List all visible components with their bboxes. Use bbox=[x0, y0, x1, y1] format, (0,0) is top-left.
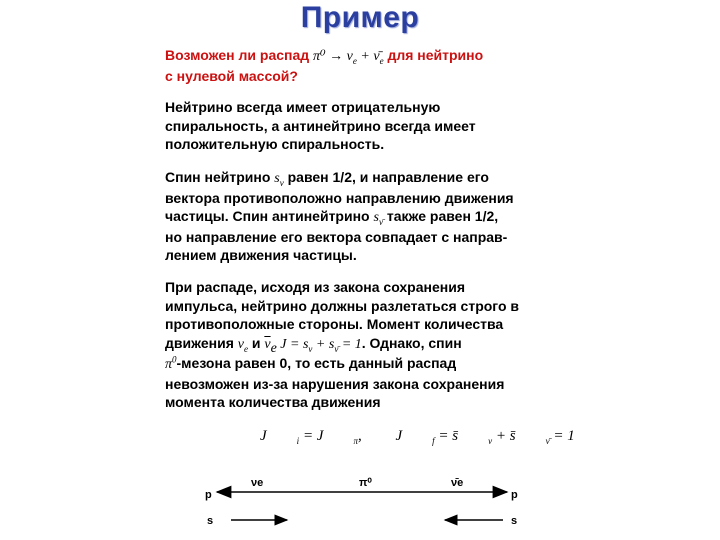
p3-line4b: . Однако, спин bbox=[361, 334, 462, 351]
formula-1-a: J bbox=[260, 428, 267, 444]
label-s-left: s bbox=[207, 515, 214, 527]
formula-1: J $_i$ = J $_\pi$, bbox=[260, 428, 362, 446]
p3-line6: невозможен из-за нарушения закона сохранения bbox=[165, 375, 505, 392]
question-block bbox=[165, 46, 565, 85]
total-j-eq-1: J = s bbox=[276, 336, 309, 352]
decay-formula: $\pi^0 \to \nu_e$ + $\nū_e$ bbox=[313, 49, 384, 66]
total-j-eq: $J = s_\nu + s_{\nū} = 1$ bbox=[276, 336, 362, 354]
question-part2: для нейтрино bbox=[383, 47, 484, 63]
spin-symbol-anti: $s_{\nū}$ bbox=[373, 210, 383, 227]
nu-e-text: ν bbox=[237, 336, 244, 352]
p3-line1: При распаде, исходя из закона сохранения bbox=[165, 279, 465, 295]
label-p-right: p bbox=[511, 489, 518, 501]
p1-line1: Нейтрино всегда имеет отрицательную bbox=[165, 99, 441, 115]
p2-line5: лением движения частицы. bbox=[165, 247, 357, 263]
p2-line1a: Спин нейтрино bbox=[165, 169, 275, 185]
spin-symbol-text: s bbox=[274, 171, 280, 186]
formula-2-a: J bbox=[395, 428, 403, 444]
paragraph-spin bbox=[165, 168, 565, 265]
label-nu-e: νe bbox=[251, 477, 264, 489]
paragraph-decay: При распаде, исходя из закона сохранения импульса, нейтрино должны разлетаться строго в противоположные стороны. Момент количества движения $\nu_e$ и $\overline{\nu}_e$ $J = s_\nu + s_{\nū} = 1$. Однако, спин $\pi^0$-мезона равен 0, то есть данный распад невозможен из-за нарушения закона сохранения момента количества движения bbox=[165, 279, 519, 410]
decay-diagram bbox=[195, 470, 525, 532]
spin-symbol: $s_\nu$ bbox=[274, 171, 284, 188]
label-pi0: π⁰ bbox=[359, 477, 372, 489]
decay-plus: + ν̄ bbox=[356, 49, 380, 64]
slide-title: Пример bbox=[300, 1, 420, 34]
formula-1-b: = J bbox=[299, 428, 324, 444]
formula-2-b: = s̄ bbox=[434, 428, 459, 444]
paragraph-helicity bbox=[165, 98, 565, 154]
label-nu-e-bar: ν̄e bbox=[451, 477, 464, 489]
label-p-left: p bbox=[205, 489, 212, 501]
p3-line3: противоположные стороны. Момент количества bbox=[165, 316, 504, 332]
p2-line1b: равен 1/2, и направление его bbox=[283, 169, 489, 185]
label-s-right: s bbox=[511, 515, 518, 527]
p2-line3a: частицы. Спин антинейтрино bbox=[165, 208, 374, 224]
question-part3: с нулевой массой? bbox=[165, 67, 298, 84]
pi-symbol-text: π bbox=[165, 357, 173, 372]
p3-and: и bbox=[247, 334, 265, 351]
p3-line7: момента количества движения bbox=[165, 394, 381, 410]
conservation-formulas bbox=[260, 428, 635, 445]
pi-symbol: $\pi^0$ bbox=[165, 354, 177, 372]
p1-line3: положительную спиральность. bbox=[165, 136, 385, 152]
p3-line2: импульса, нейтрино должны разлетаться строго в bbox=[165, 297, 519, 314]
p2-line2: вектора противоположно направлению движения bbox=[165, 189, 514, 206]
p2-line4: но направление его вектора совпадает с направ- bbox=[165, 228, 508, 245]
formula-2: J $_f$ = s̄ $_\nu$ + s̄ $_{\nū}$ = 1 bbox=[395, 428, 575, 446]
nu-e-bar-text: $\overline{\nu}$ bbox=[264, 336, 271, 352]
p2-line3b: также равен 1/2, bbox=[382, 208, 499, 224]
p3-line5: -мезона равен 0, то есть данный распад bbox=[176, 355, 457, 371]
spin-symbol-anti-text: s bbox=[373, 210, 379, 225]
p1-line2: спиральность, а антинейтрино всегда имеет bbox=[165, 117, 476, 134]
nu-e: $\nu_e$ bbox=[237, 336, 248, 354]
formula-2-d: = 1 bbox=[549, 428, 575, 444]
total-j-eq-3: = 1 bbox=[338, 336, 362, 352]
formula-2-c: + s̄ bbox=[492, 428, 516, 444]
total-j-eq-2: + s bbox=[312, 336, 335, 352]
decay-formula-text: π⁰ → ν bbox=[313, 49, 353, 64]
p3-line4a: движения bbox=[165, 334, 238, 351]
question-part1: Возможен ли распад bbox=[165, 47, 314, 63]
